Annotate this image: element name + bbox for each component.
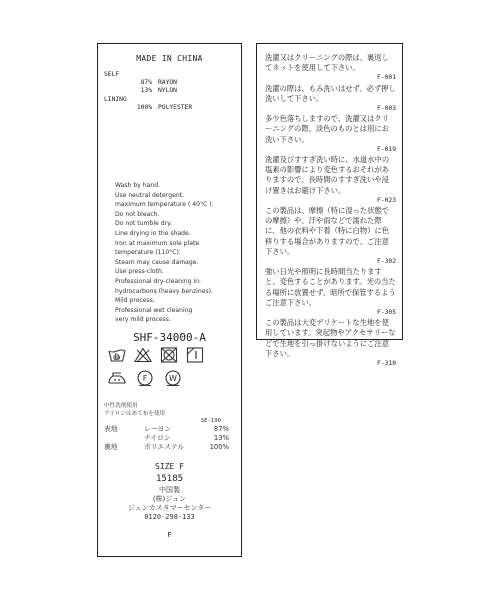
care-instructions: Wash by hand. Use neutral detergent, maximum temperature ( 40°C ). Do not bleach. Do not tumble dry. Line drying in the shade. Iron at maximum sole plate temperature (110°C). Steam may cause damage. Use press-cloth. Professional dry-cleaning in: hydrocarbons (heavy benzines). Mild process. Professional wet cleaning very mild process.: [115, 182, 214, 324]
jp-fabric-row: 表地 レーヨン 87%: [104, 425, 229, 433]
caution-section: 洗濯及びすすぎ洗い時に、水道水中の塩素の影響により変色するおそれがありますので、長時間のすすぎ洗いや浸け置きはお避け下さい。 F-023: [265, 155, 396, 204]
jp-fabric-row: 裏地 ポリエステル 100%: [104, 443, 229, 451]
do-not-bleach-icon: [134, 347, 152, 363]
care-label-left: [97, 43, 242, 557]
se-code: SE-190: [200, 418, 221, 424]
svg-text:F: F: [142, 374, 148, 383]
made-in-text: MADE IN CHINA: [136, 54, 203, 63]
jp-iron-note: アイロンはあて布を使用: [104, 411, 166, 417]
care-symbols-row-2: [108, 370, 182, 386]
caution-notes: [265, 53, 396, 369]
caution-section: この製品は、摩擦（特に湿った状態での摩擦）や、汗や雨などで濡れた際に、他の衣料や下着（特に白物）に色移りする場合がありますので、ご注意下さい。 F-302: [265, 206, 396, 266]
hand-wash-icon: [108, 347, 126, 363]
size-text: SIZE F: [155, 462, 184, 471]
svg-text:W: W: [169, 374, 177, 383]
style-code: SHF-34000-A: [133, 331, 206, 344]
caution-section: 洗濯又はクリーニングの際は、裏返してネットを使用して下さい。 F-001: [265, 53, 396, 82]
caution-section: 洗濯の際は、もみ洗いはせず、必ず押し洗いして下さい。 F-003: [265, 83, 396, 113]
caution-section: この製品は大変デリケートな生地を使用しています。突起物やアクセサリーなどで生地を引っ掛けないようにご注意下さい。 F-310: [265, 318, 396, 368]
do-not-tumble-dry-icon: [160, 347, 178, 363]
jp-fabric-row: ナイロン 13%: [144, 434, 229, 442]
iron-medium-icon: [108, 370, 126, 386]
caution-section: 多少色落ちしますので、洗濯又はクリーニングの際、淡色のものとは別にお洗い下さい。 F-019: [265, 114, 396, 153]
care-symbols-row-1: [108, 347, 204, 363]
company-info: 中国製 (株)ジュン ジュンカスタマーセンター 0120-298-133: [127, 486, 212, 521]
self-fabric-list: [108, 79, 177, 95]
fabric-row: 87% RAYON: [140, 79, 177, 86]
wet-clean-w-icon: [164, 370, 182, 386]
line-dry-shade-icon: [186, 347, 204, 363]
fabric-row: 13% NYLON: [140, 87, 177, 94]
dry-clean-f-icon: [136, 370, 154, 386]
size-mark: F: [167, 531, 172, 539]
caution-section: 強い日光や照明に長時間当たりますと、変色することがあります。光の当たる場所に放置せず、暗所で保管するようご注意下さい。 F-305: [265, 267, 396, 317]
lining-fabric-list: [108, 104, 192, 112]
lining-fabric-label: LINING: [104, 96, 127, 103]
product-number: 15185: [155, 474, 184, 484]
jp-detergent-note: 中性洗剤使用: [104, 403, 138, 409]
fabric-row: 100% POLYESTER: [136, 104, 193, 111]
care-label-right: [256, 43, 403, 368]
self-fabric-label: SELF: [104, 71, 120, 78]
jp-fabric-table: [104, 425, 229, 452]
